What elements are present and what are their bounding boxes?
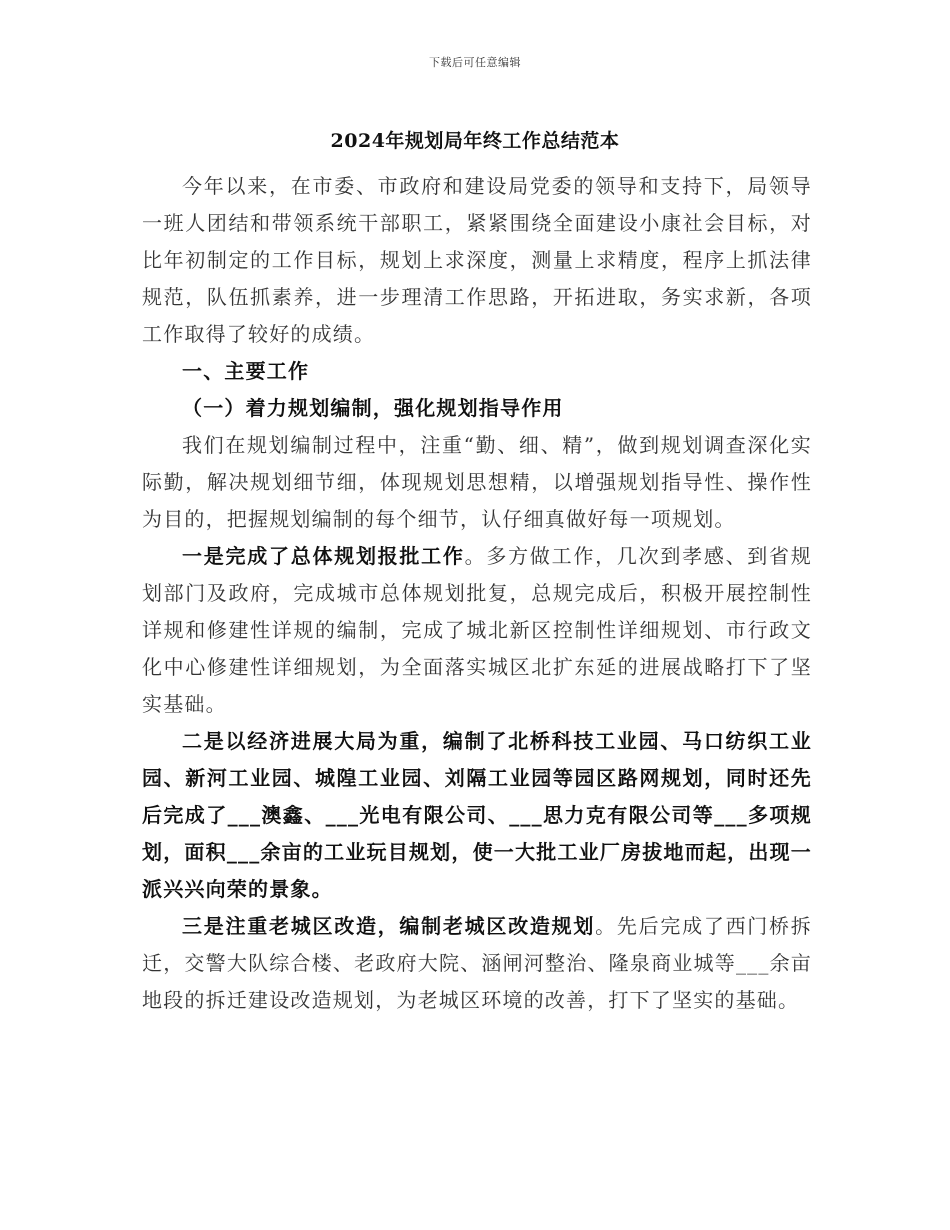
document-body bbox=[142, 168, 812, 1019]
item-paragraph-2: 二是以经济进展大局为重，编制了北桥科技工业园、马口纺织工业园、新河工业园、城隍工业园、刘隔工业园等园区路网规划，同时还先后完成了___澳鑫、___光电有限公司、___思力克有限公司等___多项规划，面积___余亩的工业玩目规划，使一大批工业厂房拔地而起，出现一派兴兴向荣的景象。 bbox=[142, 729, 812, 901]
overview-paragraph: 我们在规划编制过程中，注重“勤、细、精”，做到规划调查深化实际勤，解决规划细节细，体现规划思想精，以增强规划指导性、操作性为目的，把握规划编制的每个细节，认仔细真做好每一项规划。 bbox=[142, 433, 812, 531]
section-heading-main-work: 一、主要工作 bbox=[182, 359, 310, 383]
item-3-body: 。先后完成了西门桥拆迁，交警大队综合楼、老政府大院、涵闸河整治、隆泉商业城等___余亩地段的拆迁建设改造规划，为老城区环境的改善，打下了坚实的基础。 bbox=[142, 914, 812, 1012]
item-paragraph-3 bbox=[142, 908, 812, 1019]
intro-paragraph: 今年以来，在市委、市政府和建设局党委的领导和支持下，局领导一班人团结和带领系统干部职工，紧紧围绕全面建设小康社会目标，对比年初制定的工作目标，规划上求深度，测量上求精度，程序上抓法律规范，队伍抓素养，进一步理清工作思路，开拓进取，务实求新，各项工作取得了较好的成绩。 bbox=[142, 174, 812, 346]
item-3-lead: 三是注重老城区改造，编制老城区改造规划 bbox=[182, 914, 596, 938]
item-1-lead: 一是完成了总体规划报批工作 bbox=[182, 544, 465, 568]
header-note: 下载后可任意编辑 bbox=[429, 56, 521, 69]
document-title: 2024年规划局年终工作总结范本 bbox=[330, 130, 620, 152]
item-1-body: 。多方做工作，几次到孝感、到省规划部门及政府，完成城市总体规划批复，总规完成后，积极开展控制性详规和修建性详规的编制，完成了城北新区控制性详细规划、市行政文化中心修建性详细规划，为全面落实城区北扩东延的进展战略打下了坚实基础。 bbox=[142, 544, 812, 716]
subsection-heading-planning: （一）着力规划编制，强化规划指导作用 bbox=[182, 396, 564, 420]
item-paragraph-1 bbox=[142, 538, 812, 723]
